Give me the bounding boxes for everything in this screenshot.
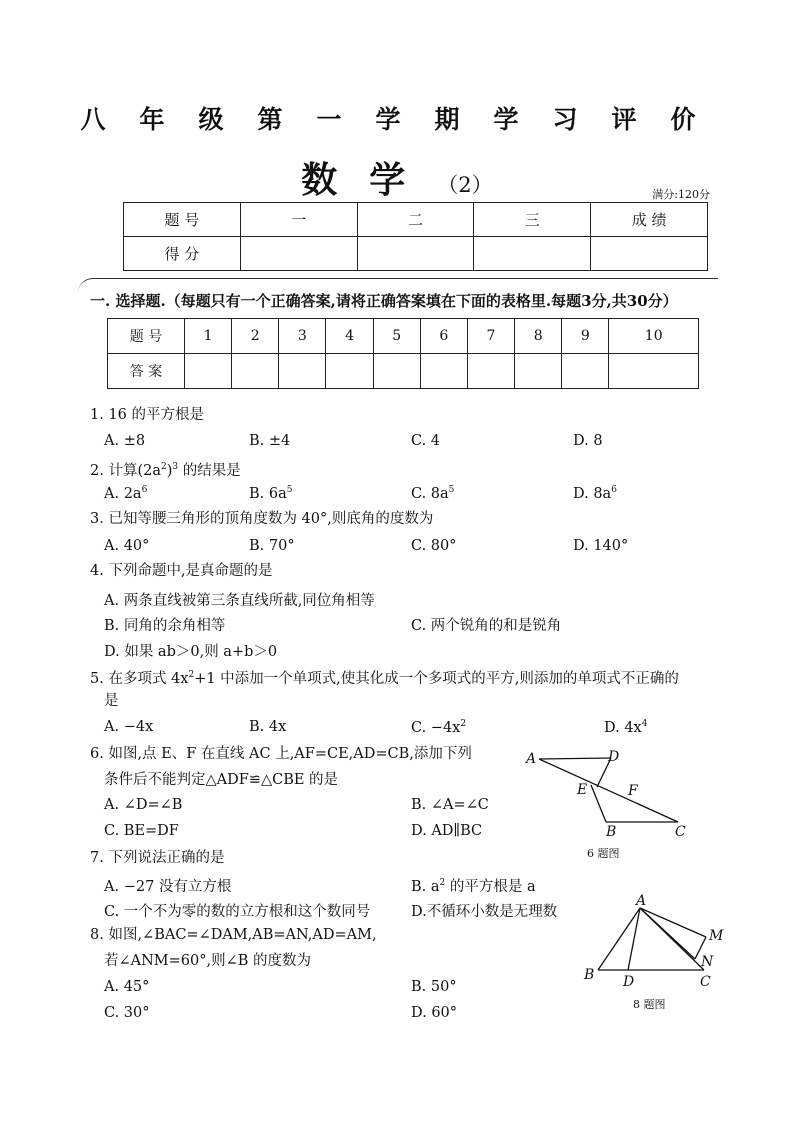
answer-number-cell: 2 [232,319,279,354]
q5-stem-line2: 是 [104,693,119,709]
q5-option-b: B. 4x [249,719,287,735]
q7-option-b [411,875,536,896]
q5-option-d-base: D. 4x [604,719,642,736]
q4-stem: 4. 下列命题中,是真命题的是 [90,563,273,579]
q1-option-c: C. 4 [411,433,441,449]
answer-header-label: 题 号 [108,319,185,354]
answer-input-cell[interactable] [326,354,373,389]
q2-stem-pre: 2. 计算(2a [90,462,161,479]
q4-option-c: C. 两个锐角的和是锐角 [411,618,562,634]
score-input-3[interactable] [474,237,591,271]
q1-stem: 1. 16 的平方根是 [90,407,205,423]
score-cell-part1: 一 [240,203,357,237]
q7-option-c: C. 一个不为零的数的立方根和这个数同号 [104,904,371,920]
q2-option-b-base: B. 6a [249,485,287,502]
fig6-label-b: B [606,824,617,840]
score-table [123,202,708,271]
q2-stem-post: 的结果是 [178,462,241,479]
answer-table [107,318,699,389]
q5-option-c [411,719,466,736]
q5-option-a: A. −4x [104,719,154,735]
answer-number-cell: 7 [467,319,514,354]
q8-option-d: D. 60° [411,1005,458,1021]
q6-option-c: C. BE=DF [104,823,179,839]
q6-option-d: D. AD∥BC [411,823,483,839]
fig6-label-c: C [675,824,686,840]
q8-stem-line2: 若∠ANM=60°,则∠B 的度数为 [104,953,312,969]
answer-number-cell: 3 [279,319,326,354]
q4-option-a: A. 两条直线被第三条直线所截,同位角相等 [104,593,375,609]
q2-stem-exp2: 3 [172,462,179,472]
answer-number-cell: 5 [373,319,420,354]
score-value-row [124,237,708,271]
exam-title: 八年级第一学期学习评价 [80,105,730,134]
answer-input-cell[interactable] [373,354,420,389]
q5-option-c-exp: 2 [460,719,467,729]
fig8-caption: 8 题图 [633,998,666,1011]
answer-input-cell[interactable] [420,354,467,389]
q1-option-a: A. ±8 [104,433,146,449]
figure-8 [578,890,738,1015]
q8-option-b: B. 50° [411,979,457,995]
answer-input-cell[interactable] [232,354,279,389]
score-cell-part3: 三 [474,203,591,237]
q7-option-b-exp: 2 [439,878,446,889]
fig6-line-ac [539,759,678,822]
q2-option-a [104,485,147,502]
q5-stem-pre: 5. 在多项式 4x [90,670,189,687]
score-cell-label: 题 号 [124,203,241,237]
q2-stem-mid: ) [166,462,173,479]
answer-input-cell[interactable] [185,354,232,389]
q5-stem-post: +1 中添加一个单项式,使其化成一个多项式的平方,则添加的单项式不正确的 [194,670,679,687]
q3-option-d: D. 140° [573,538,629,554]
answer-input-cell[interactable] [562,354,609,389]
q3-option-b: B. 70° [249,538,295,554]
q6-stem-line1: 6. 如图,点 E、F 在直线 AC 上,AF=CE,AD=CB,添加下列 [90,746,472,762]
q2-option-b [249,485,292,502]
q3-option-c: C. 80° [411,538,457,554]
answer-number-row [108,319,699,354]
fig6-label-a: A [526,751,537,767]
fig6-line-be [591,785,606,822]
q2-option-c-base: C. 8a [411,485,449,502]
q4-option-d: D. 如果 ab＞0,则 a+b＞0 [104,644,278,660]
q4-option-b: B. 同角的余角相等 [104,618,226,634]
q3-option-a: A. 40° [104,538,150,554]
answer-number-cell: 10 [609,319,699,354]
q2-option-a-exp: 6 [141,485,148,495]
fig6-label-f: F [628,783,638,799]
q7-option-d: D.不循环小数是无理数 [411,904,558,920]
answer-input-row [108,354,699,389]
answer-number-cell: 6 [420,319,467,354]
q8-stem-line1: 8. 如图,∠BAC=∠DAM,AB=AN,AD=AM, [90,927,377,943]
fig8-label-b: B [584,967,595,983]
q2-option-b-exp: 5 [286,485,293,495]
q5-option-c-base: C. −4x [411,719,461,736]
answer-input-cell[interactable] [515,354,562,389]
q1-option-b: B. ±4 [249,433,291,449]
q2-stem [90,454,241,484]
fig8-line-an [640,908,695,959]
fig8-label-d: D [623,974,635,990]
score-row-label: 得 分 [124,237,241,271]
q8-option-a: A. 45° [104,979,150,995]
q5-stem [90,662,679,692]
fig6-caption: 6 题图 [587,847,620,860]
q7-stem: 7. 下列说法正确的是 [90,850,225,866]
q1-option-d: D. 8 [573,433,603,449]
section-heading: 一. 选择题.（每题只有一个正确答案,请将正确答案填在下面的表格里.每题3分,共30分） [90,292,678,310]
answer-number-cell: 9 [562,319,609,354]
fig8-label-c: C [700,974,711,990]
answer-input-cell[interactable] [279,354,326,389]
score-cell-part2: 二 [357,203,474,237]
q5-option-d [604,719,647,736]
figure-6 [520,745,700,865]
q2-option-d-exp: 6 [611,485,617,495]
subject-number: （2） [437,173,493,197]
full-mark: 满分:120分 [652,188,710,201]
answer-number-cell: 8 [515,319,562,354]
subject-name: 数学 [301,159,438,201]
fig6-line-ad [539,758,611,759]
q7-option-b-post: 的平方根是 a [445,879,536,895]
q2-stem-exp1: 2 [160,462,167,472]
answer-row-label: 答 案 [108,354,185,389]
score-input-total[interactable] [591,237,708,271]
answer-number-cell: 1 [185,319,232,354]
q6-stem-line2: 条件后不能判定△ADF≌△CBE 的是 [104,772,339,788]
q2-option-d [573,485,617,502]
fig8-line-am [640,908,706,937]
score-header-row [124,203,708,237]
answer-number-cell: 4 [326,319,373,354]
q5-option-d-exp: 4 [641,719,648,729]
q2-option-a-base: A. 2a [104,485,142,502]
q7-option-a: A. −27 没有立方根 [104,879,232,895]
q6-option-a: A. ∠D=∠B [104,797,183,813]
q8-option-c: C. 30° [104,1005,150,1021]
fig8-label-n: N [701,954,714,970]
fig6-label-e: E [577,782,588,798]
score-input-1[interactable] [240,237,357,271]
fig6-label-d: D [608,749,620,765]
answer-input-cell[interactable] [609,354,699,389]
q7-option-b-pre: B. a [411,879,440,895]
q2-option-c-exp: 5 [448,485,455,495]
q6-option-b: B. ∠A=∠C [411,797,489,813]
score-cell-total: 成 绩 [591,203,708,237]
fig8-label-a: A [636,893,647,909]
fig8-label-m: M [709,928,724,944]
answer-input-cell[interactable] [467,354,514,389]
q3-stem: 3. 已知等腰三角形的顶角度数为 40°,则底角的度数为 [90,511,434,527]
score-input-2[interactable] [357,237,474,271]
q2-option-d-base: D. 8a [573,485,612,502]
q2-option-c [411,485,454,502]
q5-stem-exp: 2 [188,670,195,680]
